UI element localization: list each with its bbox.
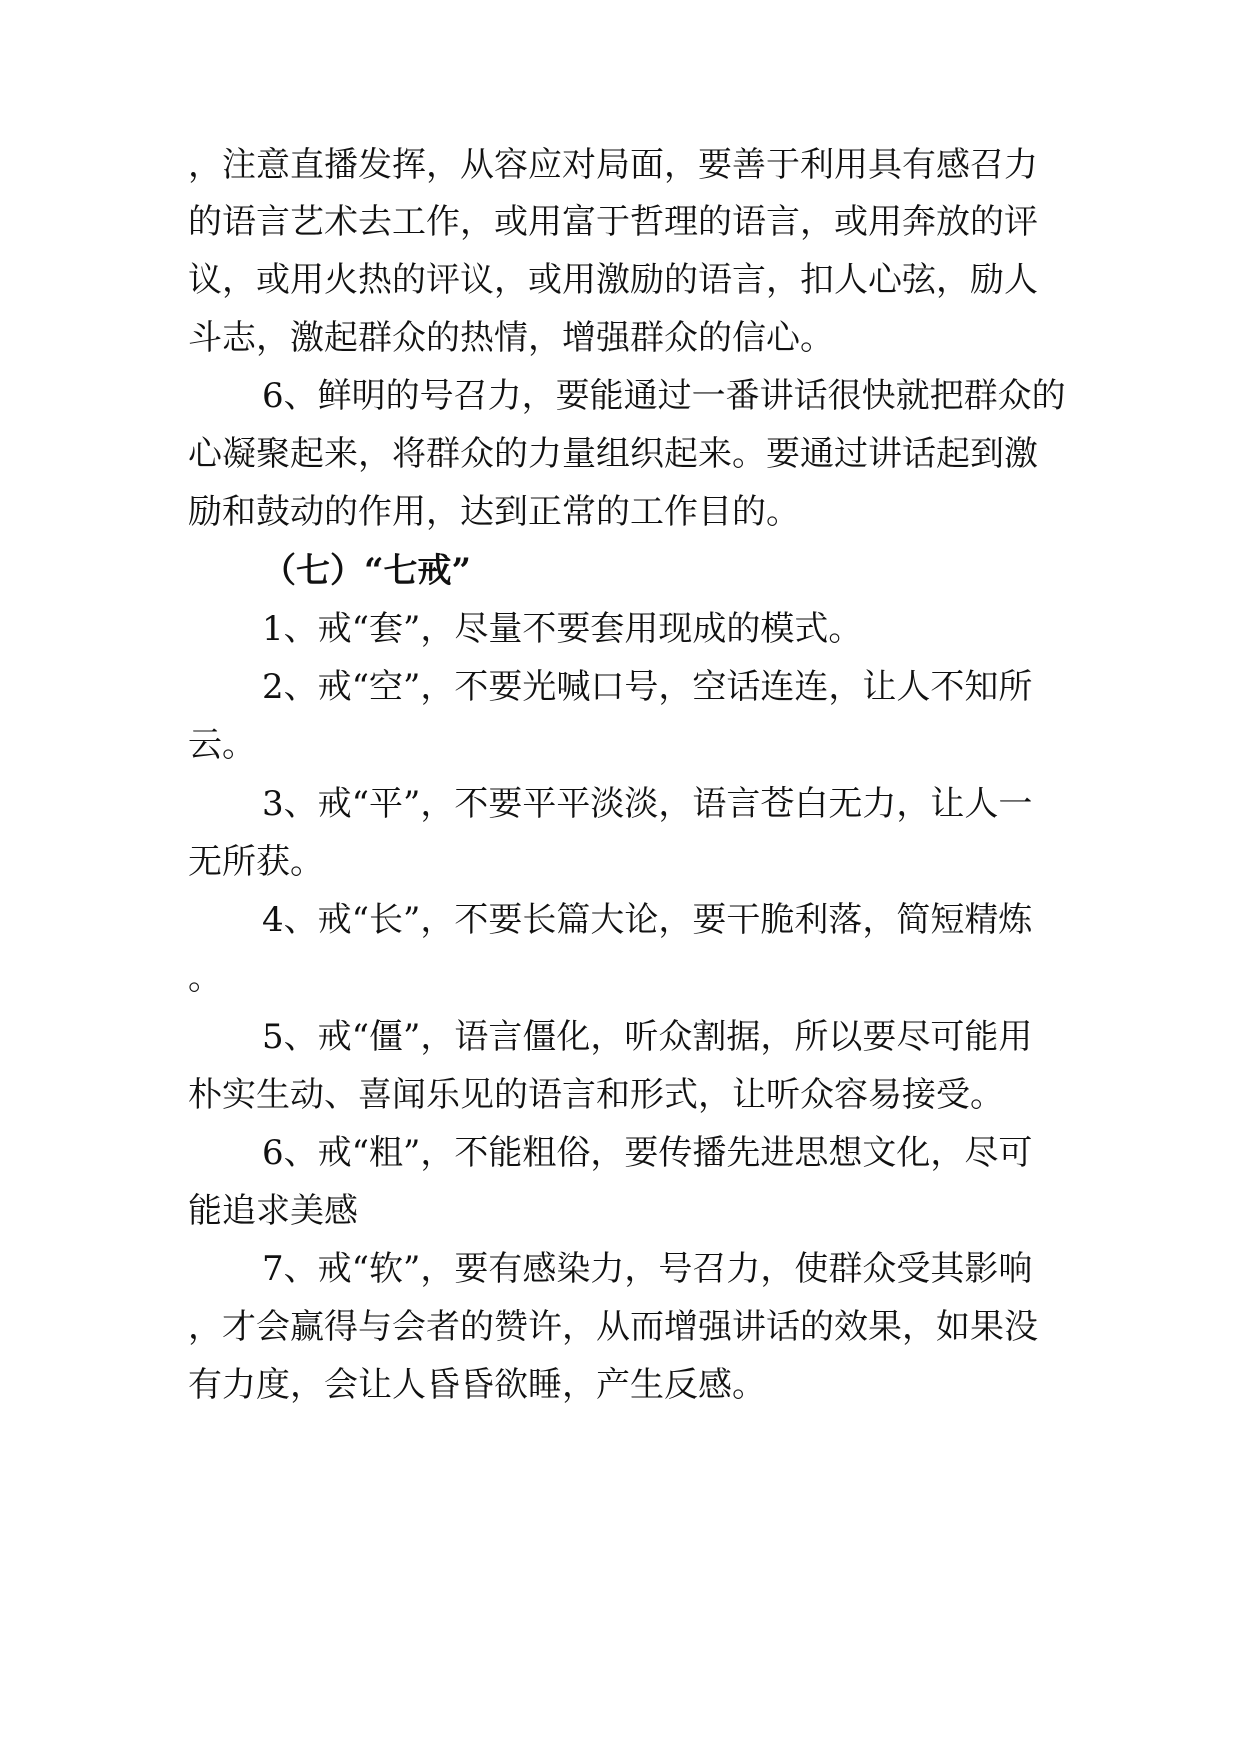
text-line: ，注意直播发挥，从容应对局面，要善于利用具有感召力 (188, 145, 1038, 185)
text-line: 云。 (188, 725, 256, 765)
section-heading: （七）“七戒” (262, 551, 472, 591)
list-item: 4、戒“长”，不要长篇大论，要干脆利落，简短精炼 (262, 900, 1033, 940)
list-item: 3、戒“平”，不要平平淡淡，语言苍白无力，让人一 (262, 784, 1033, 824)
text-line: 无所获。 (188, 842, 324, 882)
list-item: 6、戒“粗”，不能粗俗，要传播先进思想文化，尽可 (262, 1133, 1033, 1173)
text-line: 朴实生动、喜闻乐见的语言和形式，让听众容易接受。 (188, 1075, 1004, 1115)
text-line: ，才会赢得与会者的赞许，从而增强讲话的效果，如果没 (188, 1307, 1038, 1347)
paragraph-line: 6、鲜明的号召力，要能通过一番讲话很快就把群众的 (262, 376, 1066, 416)
list-item: 2、戒“空”，不要光喊口号，空话连连，让人不知所 (262, 667, 1033, 707)
text-line: 有力度，会让人昏昏欲睡，产生反感。 (188, 1365, 766, 1405)
text-line: 议，或用火热的评议，或用激励的语言，扣人心弦，励人 (188, 260, 1038, 300)
list-item: 1、戒“套”，尽量不要套用现成的模式。 (262, 609, 863, 649)
text-line: 心凝聚起来，将群众的力量组织起来。要通过讲话起到激 (188, 434, 1038, 474)
list-item: 7、戒“软”，要有感染力，号召力，使群众受其影响 (262, 1249, 1033, 1289)
text-line: 励和鼓动的作用，达到正常的工作目的。 (188, 492, 800, 532)
text-line: 的语言艺术去工作，或用富于哲理的语言，或用奔放的评 (188, 202, 1038, 242)
text-line: 。 (188, 958, 222, 998)
list-item: 5、戒“僵”，语言僵化，听众割据，所以要尽可能用 (262, 1017, 1033, 1057)
text-line: 斗志，激起群众的热情，增强群众的信心。 (188, 318, 834, 358)
text-line: 能追求美感 (188, 1191, 358, 1231)
